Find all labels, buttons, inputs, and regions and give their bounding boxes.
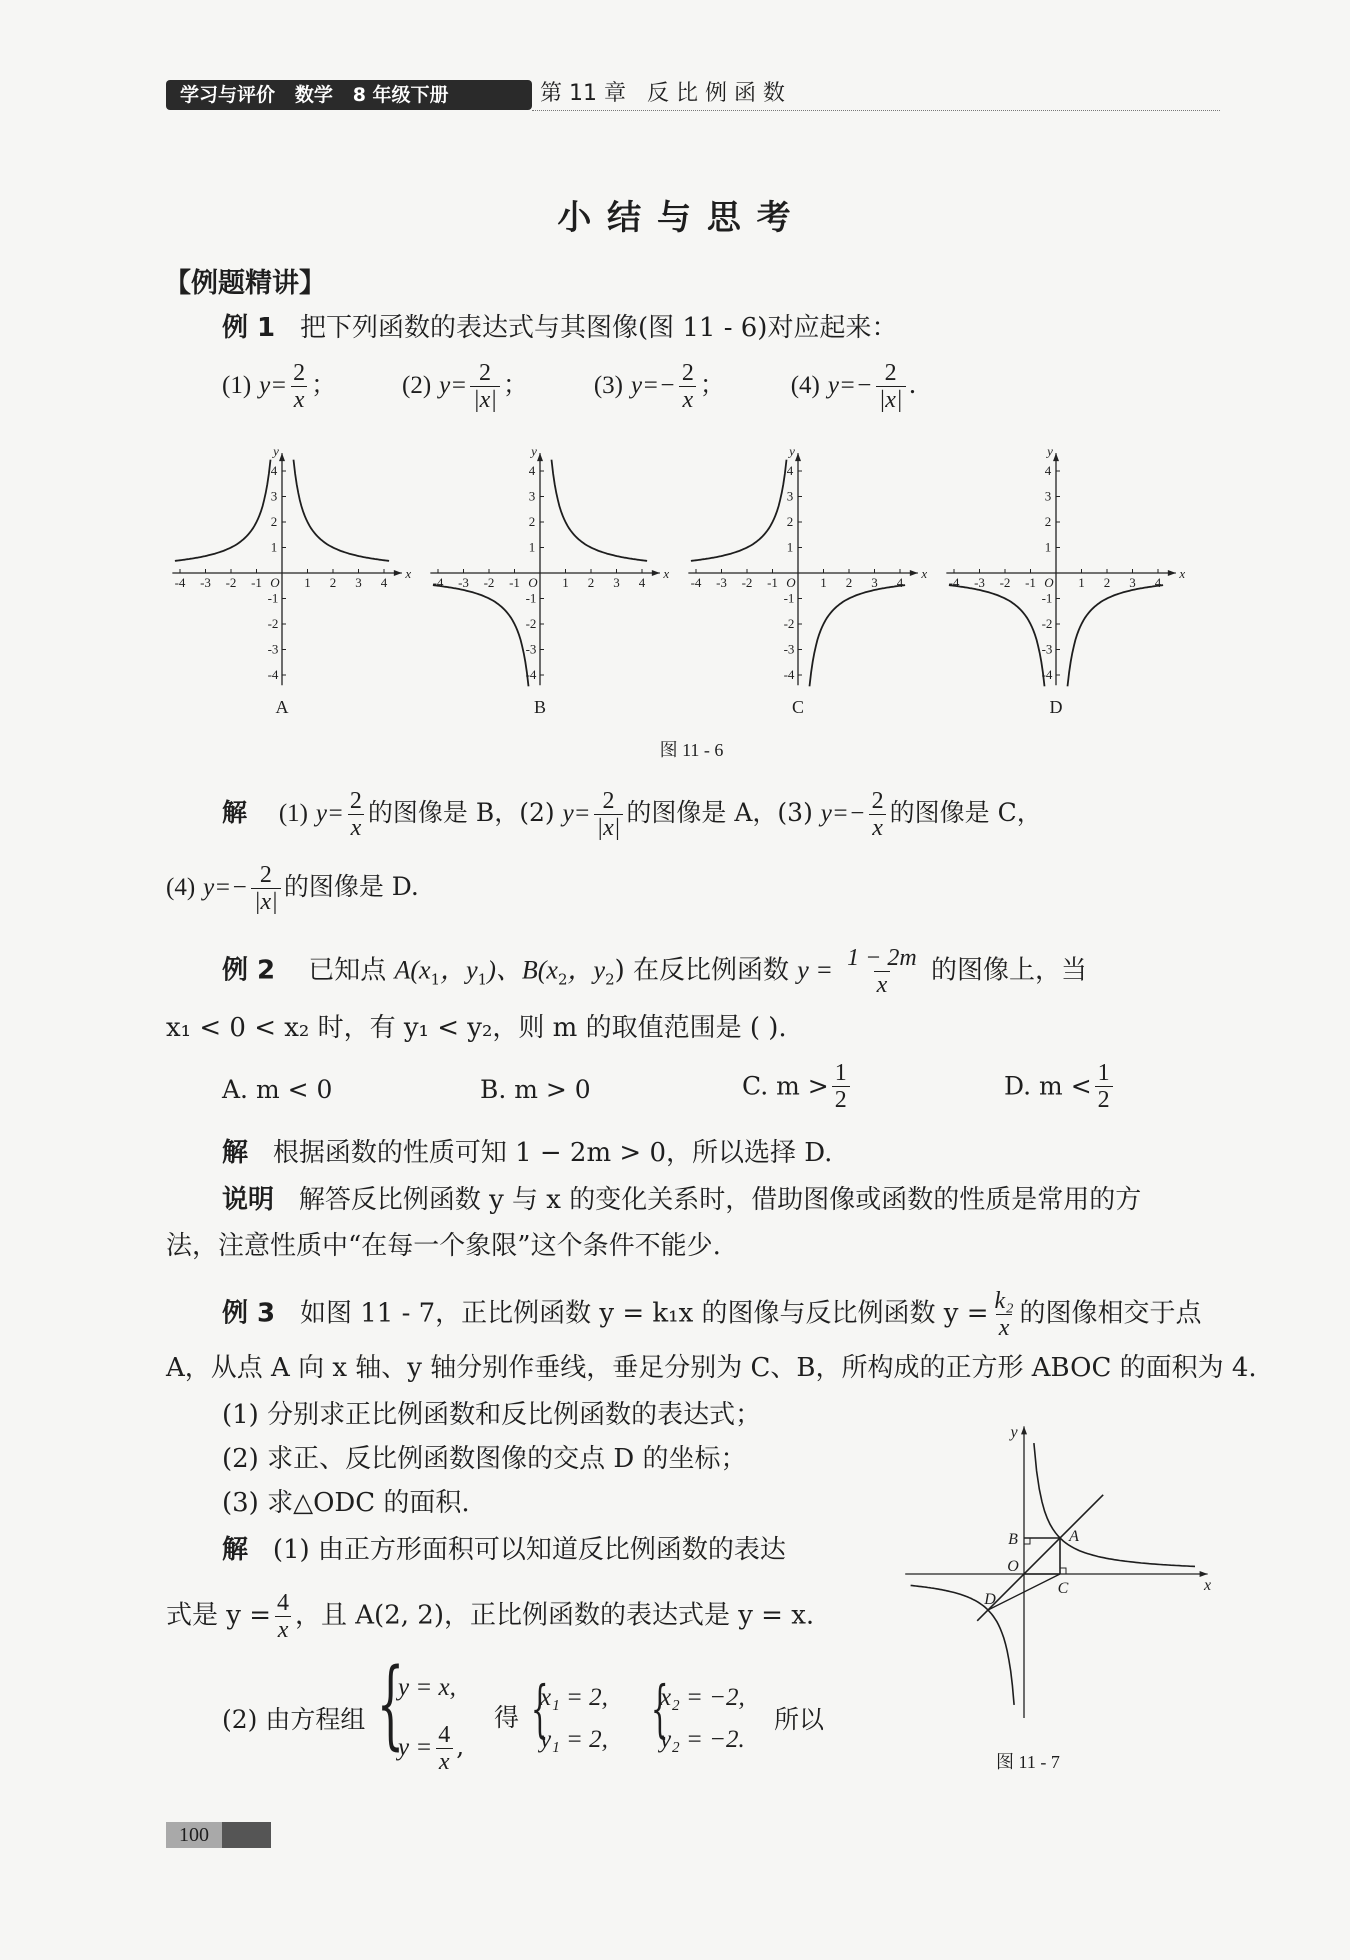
y-tick-label: -3 (525, 641, 537, 657)
ex1-solution-line1: 解 (1) y= $\frac{2}{x}$ 的图像是 B，(2) y= $\frac{2}{|x|}$ 的图像是 A，(3) y=− $\frac{2}{x}$ 的图像是 C， (222, 788, 1042, 841)
figure-11-6 (170, 430, 1220, 730)
y-tick-label: 3 (270, 488, 278, 504)
ex3-q1: (1) 分别求正比例函数和反比例函数的表达式； (222, 1400, 762, 1430)
x-tick-label: -3 (200, 575, 211, 590)
y-tick-label: 1 (786, 539, 794, 555)
y-tick-label: 4 (528, 463, 536, 478)
point-B-label: B (1008, 1531, 1018, 1548)
x-tick-label: 2 (587, 575, 595, 590)
x-axis-arrow (910, 570, 918, 576)
x-tick-label: 4 (896, 575, 904, 590)
y-tick-label: 3 (528, 488, 536, 504)
x-axis-arrow (1168, 570, 1176, 576)
ex1-functions (222, 360, 917, 413)
x-tick-label: 2 (845, 575, 853, 590)
y-tick-label: -1 (1041, 590, 1053, 606)
x-tick-label: 4 (1154, 575, 1162, 590)
y-axis-arrow (1021, 1426, 1027, 1434)
y-tick-label: -4 (783, 667, 795, 682)
hyperbola-branch-2 (911, 1585, 1015, 1705)
x-axis-label: x (405, 566, 412, 581)
origin-label: O (1044, 575, 1054, 590)
y-tick-label: 4 (270, 463, 278, 478)
x-axis-label: x (921, 566, 928, 581)
hyperbola-branch-1 (1034, 1443, 1195, 1566)
x-tick-label: -1 (509, 575, 520, 590)
f3: (3) y=− $\frac{2}{x}$ ； (593, 360, 725, 413)
figure-11-7 (860, 1400, 1220, 1720)
x-tick-label: -1 (251, 575, 262, 590)
f1: (1) y= $\frac{2}{x}$ ； (222, 360, 337, 413)
y-tick-label: -3 (267, 641, 279, 657)
graph-label-B: B (533, 697, 547, 717)
ex1-text: 把下列函数的表达式与其图像(图 11 - 6)对应起来： (299, 313, 898, 343)
y-tick-label: 1 (1044, 539, 1052, 555)
x-tick-label: -2 (483, 575, 495, 590)
x-tick-label: -4 (948, 575, 960, 590)
section-heading: 【例题精讲】 (164, 268, 326, 299)
ex3-q3: (3) 求△ODC 的面积. (222, 1488, 470, 1518)
graph-C (688, 444, 927, 717)
curve-branch-1 (949, 585, 1045, 686)
option-d: D. m < $\frac{1}{2}$ (1004, 1060, 1116, 1113)
f4: (4) y=− $\frac{2}{|x|}$ . (790, 360, 917, 413)
origin-label: O (270, 575, 280, 590)
right-angle-B (1024, 1538, 1030, 1544)
ex2-solution: 解 根据函数的性质可知 1 − 2m > 0，所以选择 D. (222, 1138, 833, 1168)
point-O-label: O (1007, 1558, 1019, 1575)
line-y-eq-x (977, 1495, 1103, 1621)
ex2-note-line1: 说明 解答反比例函数 y 与 x 的变化关系时，借助图像或函数的性质是常用的方 (222, 1185, 1142, 1215)
y-axis-arrow (537, 453, 543, 461)
ex1-intro (222, 310, 897, 346)
x-tick-label: 2 (329, 575, 337, 590)
y-axis-label: y (273, 443, 279, 459)
graph-A (172, 444, 411, 717)
y-tick-label: -3 (1041, 641, 1053, 657)
x-tick-label: -2 (999, 575, 1011, 590)
ex1-solution-line2: (4) y=− $\frac{2}{|x|}$ 的图像是 D. (166, 862, 419, 915)
x-tick-label: -3 (974, 575, 985, 590)
y-axis-arrow (1053, 453, 1059, 461)
curve-branch-1 (175, 460, 271, 561)
x-tick-label: -3 (458, 575, 469, 590)
y-tick-label: -2 (783, 616, 795, 631)
x-axis-arrow (394, 570, 402, 576)
x-tick-label: 3 (871, 575, 878, 590)
curve-branch-2 (810, 585, 906, 686)
x-tick-label: -3 (716, 575, 727, 590)
graph-D (946, 444, 1185, 717)
page-number: 100 (166, 1822, 222, 1848)
curve-branch-1 (691, 460, 787, 561)
origin-label: O (528, 575, 538, 590)
header-rule (532, 110, 1220, 111)
page-title: 小 结 与 思 考 (557, 198, 793, 238)
x-tick-label: 4 (380, 575, 388, 590)
y-tick-label: -1 (525, 590, 537, 606)
header-chapter: 第 11 章 反 比 例 函 数 (540, 81, 785, 106)
y-tick-label: -1 (267, 590, 279, 606)
y-tick-label: 2 (528, 514, 536, 529)
y-tick-label: 1 (270, 539, 278, 555)
ex2-label: 例 2 (222, 955, 276, 986)
y-tick-label: 2 (270, 514, 278, 529)
fig-11-7-caption: 图 11 - 7 (996, 1752, 1060, 1772)
graph-B (430, 444, 669, 717)
x-tick-label: 3 (355, 575, 362, 590)
option-c: C. m > $\frac{1}{2}$ (742, 1060, 853, 1113)
x-axis-label: x (663, 566, 670, 581)
y-tick-label: -2 (267, 616, 279, 631)
y-axis-label: y (531, 443, 537, 459)
y-axis-arrow (795, 453, 801, 461)
x-tick-label: 3 (1129, 575, 1136, 590)
axis-y-label: y (1010, 1424, 1018, 1442)
y-axis-label: y (1047, 443, 1053, 459)
x-tick-label: 1 (820, 575, 827, 590)
x-tick-label: -2 (741, 575, 753, 590)
option-b: B. m > 0 (480, 1075, 591, 1104)
y-tick-label: 3 (786, 488, 794, 504)
option-a: A. m < 0 (222, 1075, 333, 1104)
ex3-sol-line1: 解 (1) 由正方形面积可以知道反比例函数的表达 (222, 1535, 786, 1565)
y-tick-label: 4 (786, 463, 794, 478)
right-angle-C (1060, 1568, 1066, 1574)
point-D-label: D (984, 1591, 996, 1608)
x-tick-label: -1 (767, 575, 778, 590)
y-tick-label: -2 (1041, 616, 1053, 631)
y-tick-label: 4 (1044, 463, 1052, 478)
y-tick-label: 2 (786, 514, 794, 529)
ex3-line1: 例 3 如图 11 - 7，正比例函数 y = k₁x 的图像与反比例函数 y = $\frac{\text{k₂}}{x}$ 的图像相交于点 (222, 1288, 1202, 1341)
x-tick-label: -1 (1025, 575, 1036, 590)
curve-branch-1 (433, 585, 529, 686)
x-axis-label: x (1179, 566, 1186, 581)
ex2-note-line2: 法，注意性质中“在每一个象限”这个条件不能少. (166, 1231, 721, 1261)
ex1-solution-label: 解 (222, 798, 248, 827)
ex3-line2: A，从点 A 向 x 轴、y 轴分别作垂线，垂足分别为 C、B，所构成的正方形 ABOC 的面积为 4. (166, 1353, 1257, 1383)
x-tick-label: 4 (638, 575, 646, 590)
header-book-title: 学习与评价 数学 8 年级下册 (180, 84, 449, 106)
graph-label-D: D (1049, 697, 1063, 717)
ex1-label: 例 1 (222, 313, 276, 343)
ex3-q2: (2) 求正、反比例函数图像的交点 D 的坐标； (222, 1444, 747, 1474)
y-tick-label: 2 (1044, 514, 1052, 529)
f2: (2) y= $\frac{2}{|x|}$ ； (402, 360, 528, 413)
y-tick-label: 1 (528, 539, 536, 555)
point-C-label: C (1057, 1580, 1069, 1597)
ex2-line2: x₁ < 0 < x₂ 时，有 y₁ < y₂，则 m 的取值范围是 ( ). (166, 1013, 787, 1043)
curve-branch-2 (294, 460, 390, 561)
axis-x-label: x (1204, 1577, 1212, 1594)
x-tick-label: -4 (174, 575, 186, 590)
curve-branch-2 (1068, 585, 1164, 686)
y-axis-arrow (279, 453, 285, 461)
y-tick-label: -3 (783, 641, 795, 657)
ex3-sol-line2: 式是 y = $\frac{4}{x}$ ，且 A(2, 2)，正比例函数的表达式是 y = x. (166, 1590, 815, 1643)
x-tick-label: 2 (1103, 575, 1111, 590)
ex2-line1: 例 2 已知点 $A(x_1$，$y_1$)、$B(x_2$，$y_2$) 在反比例函数 y = $\frac{1 - 2m}{x}$ 的图像上，当 (222, 945, 1087, 998)
point-A-label: A (1069, 1528, 1079, 1545)
y-tick-label: -4 (267, 667, 279, 682)
y-tick-label: -1 (783, 590, 795, 606)
y-tick-label: 3 (1044, 488, 1052, 504)
y-tick-label: -4 (1041, 667, 1053, 682)
x-tick-label: -4 (690, 575, 702, 590)
x-tick-label: -4 (432, 575, 444, 590)
y-tick-label: -4 (525, 667, 537, 682)
y-tick-label: -2 (525, 616, 537, 631)
graph-label-A: A (275, 697, 289, 717)
origin-label: O (786, 575, 796, 590)
x-tick-label: -2 (225, 575, 237, 590)
x-tick-label: 1 (1078, 575, 1085, 590)
x-axis-arrow (652, 570, 660, 576)
x-tick-label: 3 (613, 575, 620, 590)
fig-11-6-caption: 图 11 - 6 (659, 740, 724, 760)
x-tick-label: 1 (562, 575, 569, 590)
y-axis-label: y (789, 443, 795, 459)
x-tick-label: 1 (304, 575, 311, 590)
curve-branch-2 (552, 460, 648, 561)
graph-label-C: C (791, 697, 805, 717)
